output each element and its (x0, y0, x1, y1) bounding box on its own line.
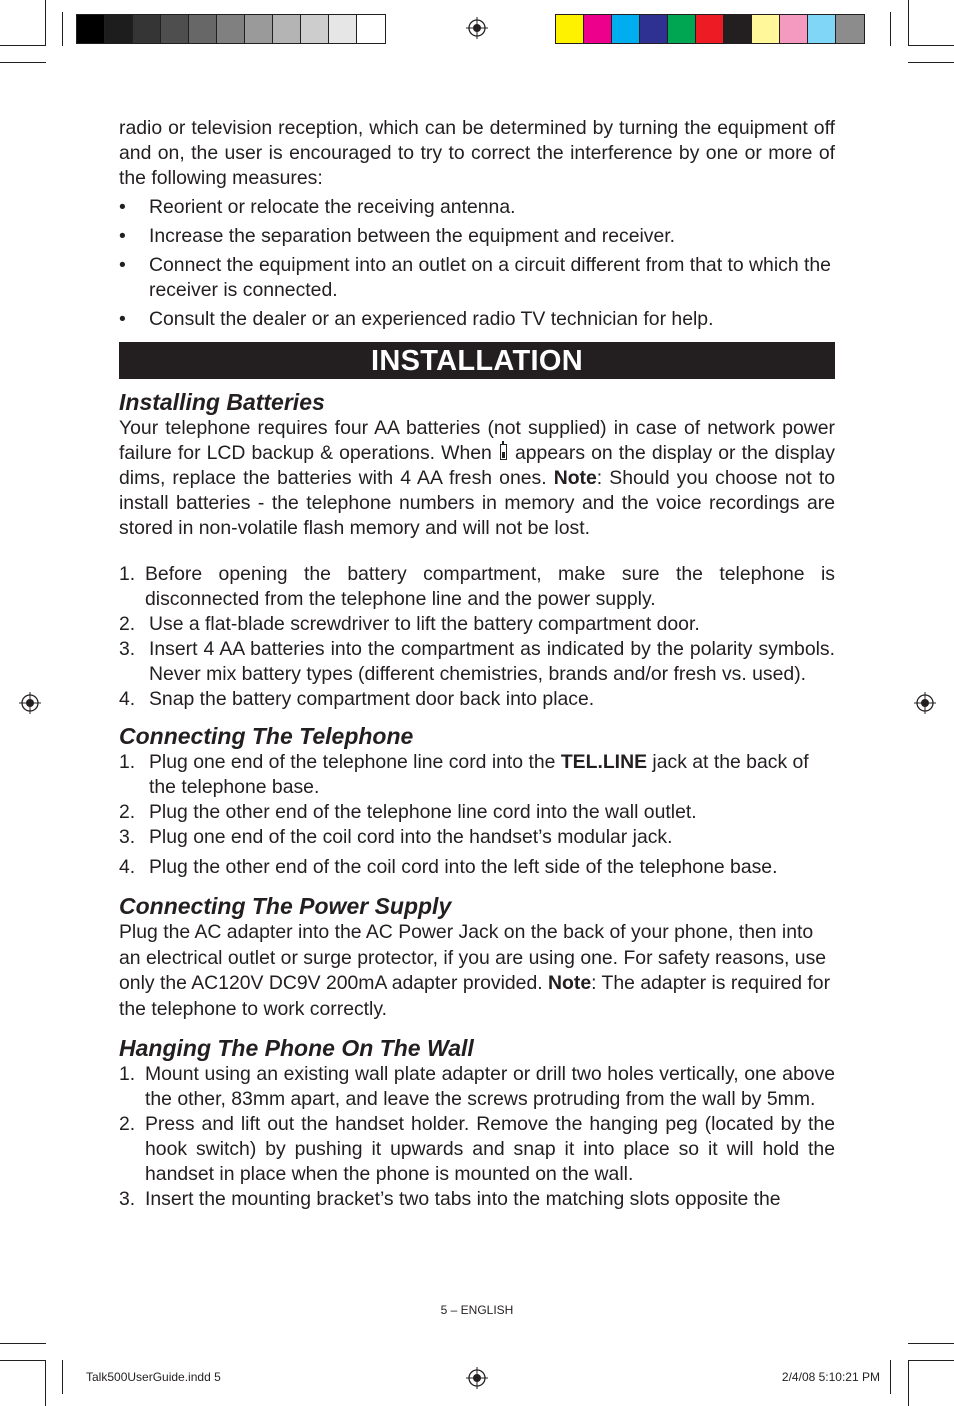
step-number: 1. (119, 1063, 136, 1085)
crop-mark (62, 1360, 63, 1394)
list-item (119, 750, 835, 800)
registration-mark-icon (466, 1367, 488, 1389)
measures-list (119, 195, 835, 332)
registration-mark-icon (19, 692, 41, 714)
gray-swatch (189, 15, 217, 43)
crop-mark (0, 1343, 46, 1344)
list-item (119, 637, 835, 687)
crop-mark (45, 0, 46, 46)
telephone-steps (119, 750, 835, 880)
crop-mark (890, 12, 891, 46)
gray-swatch (133, 15, 161, 43)
gray-swatch (105, 15, 133, 43)
crop-mark (0, 45, 46, 46)
crop-mark (908, 1360, 954, 1361)
color-swatch (556, 15, 584, 43)
list-item (119, 612, 835, 637)
registration-mark-icon (466, 17, 488, 39)
section-heading: Hanging The Phone On The Wall (119, 1035, 474, 1061)
step-number: 2. (119, 1113, 136, 1135)
battery-steps (119, 562, 835, 712)
text-run: Your telephone requires four AA batteries (not supplied) in case of network power failure for LCD backup & operations. When (119, 417, 835, 464)
step-text: Insert 4 AA batteries into the compartment as indicated by the polarity symbols. Never mix battery types (different chemistries, brands and/or fresh vs. used). (149, 638, 835, 685)
crop-mark (0, 62, 46, 63)
gray-swatch (245, 15, 273, 43)
step-text: Plug one end of the coil cord into the handset’s modular jack. (149, 826, 673, 848)
page-footer: 5 – ENGLISH (440, 1303, 514, 1317)
gray-swatch (217, 15, 245, 43)
slug-filename: Talk500UserGuide.indd 5 (86, 1370, 221, 1384)
list-item-text: Connect the equipment into an outlet on a circuit different from that to which the receiver is connected. (149, 254, 831, 301)
step-number: 1. (119, 563, 136, 585)
intro-paragraph: radio or television reception, which can be determined by turning the equipment off and on, the user is encouraged to try to correct the interference by one or more of the following measures: (119, 117, 835, 189)
step-text: Mount using an existing wall plate adapter or drill two holes vertically, one above the other, 83mm apart, and leave the screws protruding from the wall by 5mm. (145, 1063, 835, 1110)
text-run: appears on the display or the display dims, replace the batteries with 4 AA fresh ones. (119, 442, 835, 489)
step-number: 3. (119, 826, 136, 848)
power-paragraph (119, 920, 831, 1022)
step-text: Plug the other end of the telephone line cord into the wall outlet. (149, 801, 697, 823)
crop-mark (908, 0, 909, 46)
gray-swatch (273, 15, 301, 43)
batteries-paragraph (119, 416, 835, 541)
color-swatch (724, 15, 752, 43)
color-swatch (808, 15, 836, 43)
text-run: : The adapter is required for the telephone to work correctly. (119, 972, 831, 1020)
crop-mark (45, 1360, 46, 1406)
gray-swatch (301, 15, 329, 43)
grayscale-color-bar (76, 14, 386, 44)
color-swatch (752, 15, 780, 43)
crop-mark (908, 45, 954, 46)
step-text: Press and lift out the handset holder. Remove the hanging peg (located by the hook switch) by pushing it upwards and snap it into place so it will hold the handset in place when the phone is mounted on the wall. (145, 1113, 835, 1185)
text-run: jack at the back of the telephone base. (149, 751, 809, 798)
gray-swatch (161, 15, 189, 43)
color-swatch (836, 15, 864, 43)
color-swatch (584, 15, 612, 43)
section-banner: INSTALLATION (119, 342, 835, 379)
list-item (119, 224, 835, 249)
note-label: Note (548, 972, 592, 994)
note-label: Note (553, 467, 597, 489)
list-item (119, 855, 835, 880)
step-number: 2. (119, 613, 136, 635)
step-number: 2. (119, 801, 136, 823)
color-swatch (612, 15, 640, 43)
bullet-mark: • (119, 254, 126, 276)
text-run: Plug one end of the telephone line cord into the (149, 751, 561, 773)
crop-mark (62, 12, 63, 46)
color-swatch (696, 15, 724, 43)
gray-swatch (329, 15, 357, 43)
crop-mark (908, 62, 954, 63)
list-item-text: Increase the separation between the equipment and receiver. (149, 225, 676, 247)
list-item (119, 1112, 835, 1187)
gray-swatch (357, 15, 385, 43)
section-heading: Installing Batteries (119, 389, 325, 415)
list-item-text: Reorient or relocate the receiving antenna. (149, 196, 516, 218)
bullet-mark: • (119, 308, 126, 330)
step-text: Insert the mounting bracket’s two tabs into the matching slots opposite the (145, 1188, 781, 1210)
color-swatch (780, 15, 808, 43)
process-color-bar (555, 14, 865, 44)
crop-mark (908, 1360, 909, 1406)
list-item (119, 1062, 835, 1112)
list-item (119, 687, 835, 712)
step-number: 1. (119, 751, 136, 773)
step-number: 4. (119, 688, 136, 710)
jack-label: TEL.LINE (560, 751, 648, 773)
gray-swatch (77, 15, 105, 43)
list-item-text: Consult the dealer or an experienced radio TV technician for help. (149, 308, 714, 330)
crop-mark (890, 1360, 891, 1394)
page-content (119, 116, 835, 1212)
step-number: 3. (119, 638, 136, 660)
step-text: Snap the battery compartment door back into place. (149, 688, 595, 710)
bullet-mark: • (119, 196, 126, 218)
bullet-mark: • (119, 225, 126, 247)
list-item (119, 253, 835, 303)
step-text: Plug the other end of the coil cord into the left side of the telephone base. (149, 856, 778, 878)
crop-mark (908, 1343, 954, 1344)
step-text: Before opening the battery compartment, make sure the telephone is disconnected from the telephone line and the power supply. (145, 563, 835, 610)
section-heading: Connecting The Power Supply (119, 893, 452, 919)
wall-steps (119, 1062, 835, 1212)
slug-timestamp: 2/4/08 5:10:21 PM (781, 1370, 880, 1384)
color-swatch (640, 15, 668, 43)
list-item (119, 562, 835, 612)
step-number: 3. (119, 1188, 136, 1210)
step-text: Use a flat-blade screwdriver to lift the battery compartment door. (149, 613, 700, 635)
text-run: : Should you choose not to install batteries - the telephone numbers in memory and the voice recordings are stored in non-volatile flash memory and will not be lost. (119, 467, 835, 539)
color-swatch (668, 15, 696, 43)
battery-low-icon (500, 444, 507, 460)
registration-mark-icon (914, 692, 936, 714)
list-item (119, 307, 835, 332)
section-heading: Connecting The Telephone (119, 723, 414, 749)
crop-mark (0, 1360, 46, 1361)
text-run: Plug the AC adapter into the AC Power Jack on the back of your phone, then into an electrical outlet or surge protector, if you are using one. For safety reasons, use only the AC120V DC9V 200mA adapter provided. (119, 921, 827, 994)
list-item (119, 825, 835, 850)
step-text (149, 750, 835, 800)
step-number: 4. (119, 856, 136, 878)
list-item (119, 1187, 835, 1212)
list-item (119, 800, 835, 825)
list-item (119, 195, 835, 220)
